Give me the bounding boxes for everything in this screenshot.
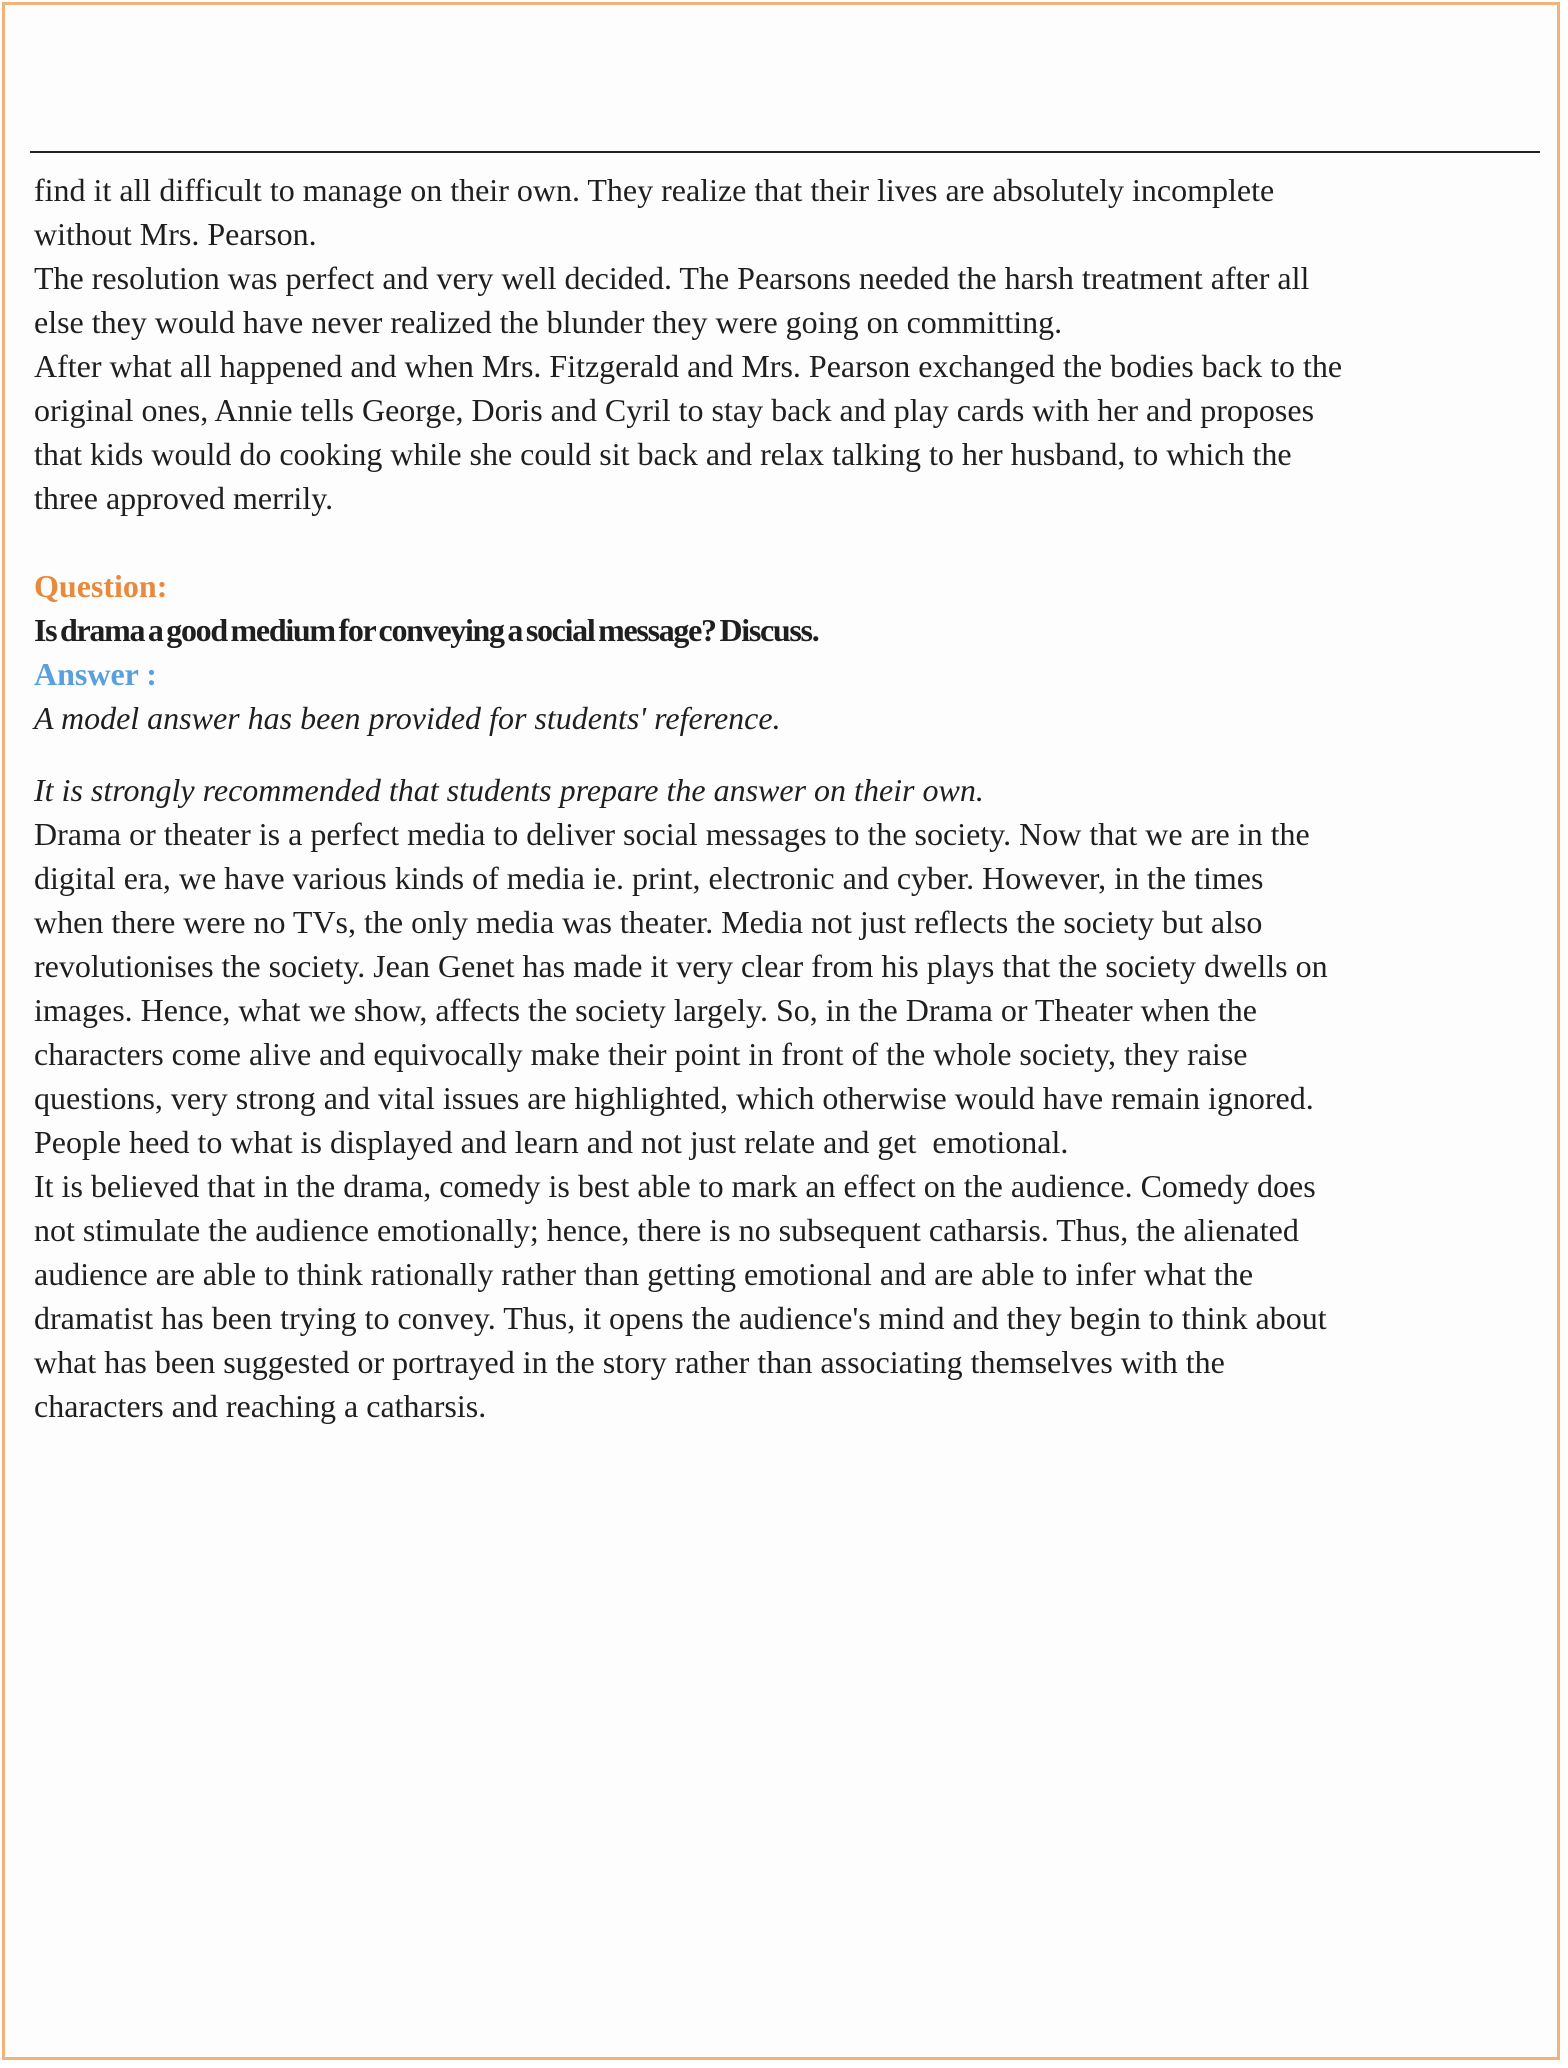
answer-note-model: A model answer has been provided for students' reference. [34,700,781,736]
question-label: Question: [34,568,168,604]
continuation-paragraph-1: find it all difficult to manage on their own. They realize that their lives are absolutely incomplete without Mrs. Pearson. [34,172,1275,252]
document-body [34,168,1542,1428]
header-divider [30,151,1540,153]
section-spacer [34,520,1542,564]
question-text: Is drama a good medium for conveying a social message? Discuss. [34,612,819,648]
continuation-paragraph-3: After what all happened and when Mrs. Fitzgerald and Mrs. Pearson exchanged the bodies back to the original ones, Annie tells George, Doris and Cyril to stay back and play cards with her and proposes that kids would do cooking while she could sit back and relax talking to her husband, to which the three approved merrily. [34,348,1343,516]
continuation-paragraph-2: The resolution was perfect and very well decided. The Pearsons needed the harsh treatment after all else they would have never realized the blunder they were going on committing. [34,260,1310,340]
answer-paragraph-1: Drama or theater is a perfect media to deliver social messages to the society. Now that we are in the digital era, we have various kinds of media ie. print, electronic and cyber. However, in the times when there were no TVs, the only media was theater. Media not just reflects the society but also revolutionises the society. Jean Genet has made it very clear from his plays that the society dwells on images. Hence, what we show, affects the society largely. So, in the Drama or Theater when the characters come alive and equivocally make their point in front of the whole society, they raise questions, very strong and vital issues are highlighted, which otherwise would have remain ignored. People heed to what is displayed and learn and not just relate and get emotional. [34,816,1328,1160]
note-spacer [34,740,1542,768]
answer-label: Answer : [34,656,157,692]
answer-paragraph-2: It is believed that in the drama, comedy is best able to mark an effect on the audience. Comedy does not stimulate the audience emotionally; hence, there is no subsequent catharsis. Thus, the alienated audience are able to think rationally rather than getting emotional and are able to infer what the dramatist has been trying to convey. Thus, it opens the audience's mind and they begin to think about what has been suggested or portrayed in the story rather than associating themselves with the characters and reaching a catharsis. [34,1168,1327,1424]
answer-note-recommendation: It is strongly recommended that students prepare the answer on their own. [34,772,984,808]
